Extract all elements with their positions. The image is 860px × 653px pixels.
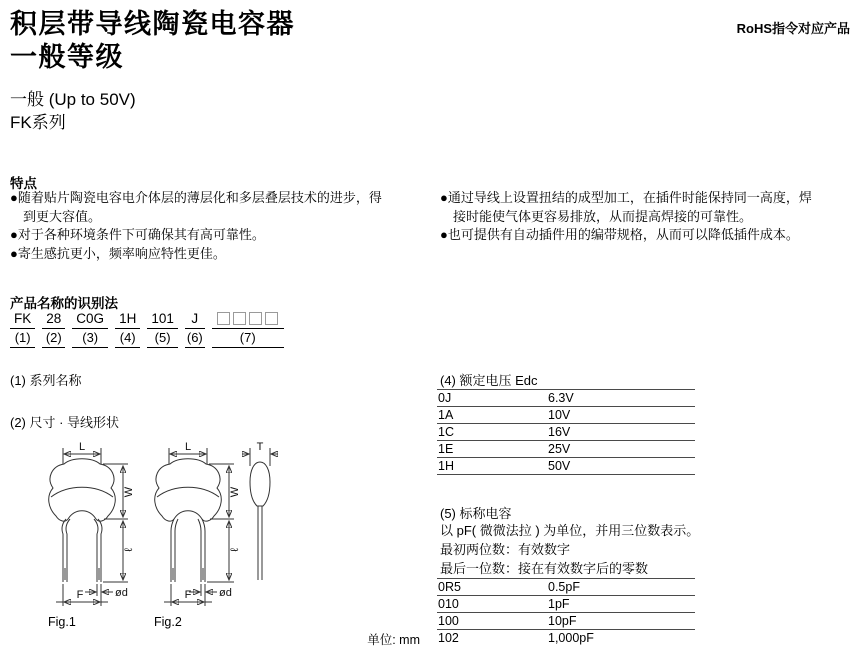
capacitance-value: 1pF: [548, 597, 570, 611]
fig2-caption: Fig.2: [154, 615, 182, 629]
capacitor-body: [155, 459, 222, 521]
capacitance-value: 10pF: [548, 614, 577, 628]
features-list-left: [10, 189, 434, 263]
dim-label-ell: ℓ: [229, 548, 241, 552]
dim-label-od: ød: [219, 587, 232, 599]
page-title: [10, 8, 295, 74]
dim-label-od: ød: [115, 587, 128, 599]
table-row: [437, 596, 695, 613]
table-row: [437, 424, 695, 441]
feature-line: 到更大容值。: [23, 208, 102, 224]
capacitance-heading: (5) 标称电容: [440, 506, 512, 521]
feature-line: ●通过导线上设置扭结的成型加工，在插件时能保持同一高度，焊: [440, 190, 812, 205]
subtitle-voltage: 一般 (Up to 50V): [10, 90, 136, 109]
pn-code: J: [185, 311, 205, 329]
part-number-breakdown: [10, 311, 284, 348]
voltage-table: [437, 389, 695, 475]
side-view-drawing: [242, 441, 278, 580]
capacitance-desc-line: 以 pF( 微微法拉 ) 为单位，并用三位数表示。: [440, 523, 700, 538]
features-heading: 特点: [10, 176, 37, 191]
part-number-segment: [185, 311, 205, 348]
features-list-right: [440, 189, 858, 245]
part-number-segment: [212, 311, 284, 348]
feature-line: ●寄生感抗更小，频率响应特性更佳。: [10, 245, 226, 261]
feature-line: ●也可提供有自动插件用的编带规格，从而可以降低插件成本。: [440, 227, 799, 243]
table-row: [437, 441, 695, 458]
voltage-code: 1A: [438, 408, 454, 422]
series-subtitle: [10, 88, 136, 134]
section-series-name: (1) 系列名称: [10, 373, 82, 388]
pn-index: (6): [185, 329, 205, 348]
feature-line: ●随着贴片陶瓷电容电介体层的薄层化和多层叠层技术的进步，得: [10, 190, 382, 205]
part-number-segment: [115, 311, 140, 348]
dim-label-W: W: [229, 486, 241, 498]
fig2-drawing: [155, 441, 241, 606]
page-title-line2: 一般等级: [10, 42, 124, 72]
feature-line: ●对于各种环境条件下可确保其有高可靠性。: [10, 227, 265, 243]
fig1-drawing: [49, 441, 135, 606]
voltage-value: 50V: [548, 459, 571, 473]
pn-index: (3): [72, 329, 108, 348]
table-row: [437, 390, 695, 407]
subtitle-series: FK系列: [10, 113, 66, 132]
dim-label-F: F: [76, 589, 84, 601]
table-row: [437, 458, 695, 475]
pn-index: (2): [42, 329, 65, 348]
dim-label-L: L: [78, 441, 86, 453]
capacitance-description: [440, 521, 699, 578]
table-row: [437, 630, 695, 646]
capacitance-value: 1,000pF: [548, 631, 594, 645]
fig1-caption: Fig.1: [48, 615, 76, 629]
blank-box: [217, 312, 230, 325]
dim-label-W: W: [123, 486, 135, 498]
voltage-code: 1H: [438, 459, 454, 473]
voltage-table-heading: (4) 额定电压 Edc: [440, 373, 538, 388]
capacitor-body-side: [250, 462, 270, 506]
pn-code: 28: [42, 311, 65, 329]
blank-box: [265, 312, 278, 325]
page-title-line1: 积层带导线陶瓷电容器: [10, 9, 295, 39]
part-number-segment: [10, 311, 35, 348]
pn-blank-boxes: [212, 311, 284, 329]
table-row: [437, 613, 695, 630]
pn-code: FK: [10, 311, 35, 329]
dim-label-T: T: [256, 441, 264, 453]
pn-index: (4): [115, 329, 140, 348]
blank-box: [233, 312, 246, 325]
blank-box: [249, 312, 262, 325]
feature-line: 接时能使气体更容易排放，从而提高焊接的可靠性。: [453, 208, 753, 224]
pn-code: 101: [147, 311, 178, 329]
capacitance-value: 0.5pF: [548, 580, 580, 594]
voltage-code: 1C: [438, 425, 454, 439]
capacitance-code: 102: [438, 631, 459, 645]
pn-code: C0G: [72, 311, 108, 329]
capacitance-table: [437, 578, 695, 646]
rohs-note: RoHS指令对应产品: [736, 21, 850, 36]
pn-index: (1): [10, 329, 35, 348]
part-number-heading: 产品名称的识别法: [10, 296, 118, 311]
capacitance-desc-line: 最初两位数：有效数字: [440, 542, 571, 557]
voltage-value: 16V: [548, 425, 571, 439]
dim-label-L: L: [184, 441, 192, 453]
voltage-value: 25V: [548, 442, 571, 456]
dim-label-F: F: [184, 589, 192, 601]
dim-label-ell: ℓ: [123, 548, 135, 552]
capacitance-desc-line: 最后一位数：接在有效数字后的零数: [440, 561, 649, 576]
pn-index: (7): [212, 329, 284, 348]
table-row: [437, 579, 695, 596]
pn-code: 1H: [115, 311, 140, 329]
capacitance-code: 0R5: [438, 580, 461, 594]
pn-index: (5): [147, 329, 178, 348]
part-number-segment: [147, 311, 178, 348]
voltage-code: 1E: [438, 442, 454, 456]
capacitance-code: 010: [438, 597, 459, 611]
part-number-segment: [72, 311, 108, 348]
capacitor-body: [49, 459, 116, 521]
voltage-code: 0J: [438, 391, 452, 405]
section-dimensions: (2) 尺寸 · 导线形状: [10, 415, 120, 430]
capacitance-code: 100: [438, 614, 459, 628]
voltage-value: 10V: [548, 408, 571, 422]
voltage-value: 6.3V: [548, 391, 574, 405]
unit-note: 单位: mm: [367, 633, 420, 647]
dimension-drawings: [30, 436, 280, 636]
part-number-segment: [42, 311, 65, 348]
table-row: [437, 407, 695, 424]
